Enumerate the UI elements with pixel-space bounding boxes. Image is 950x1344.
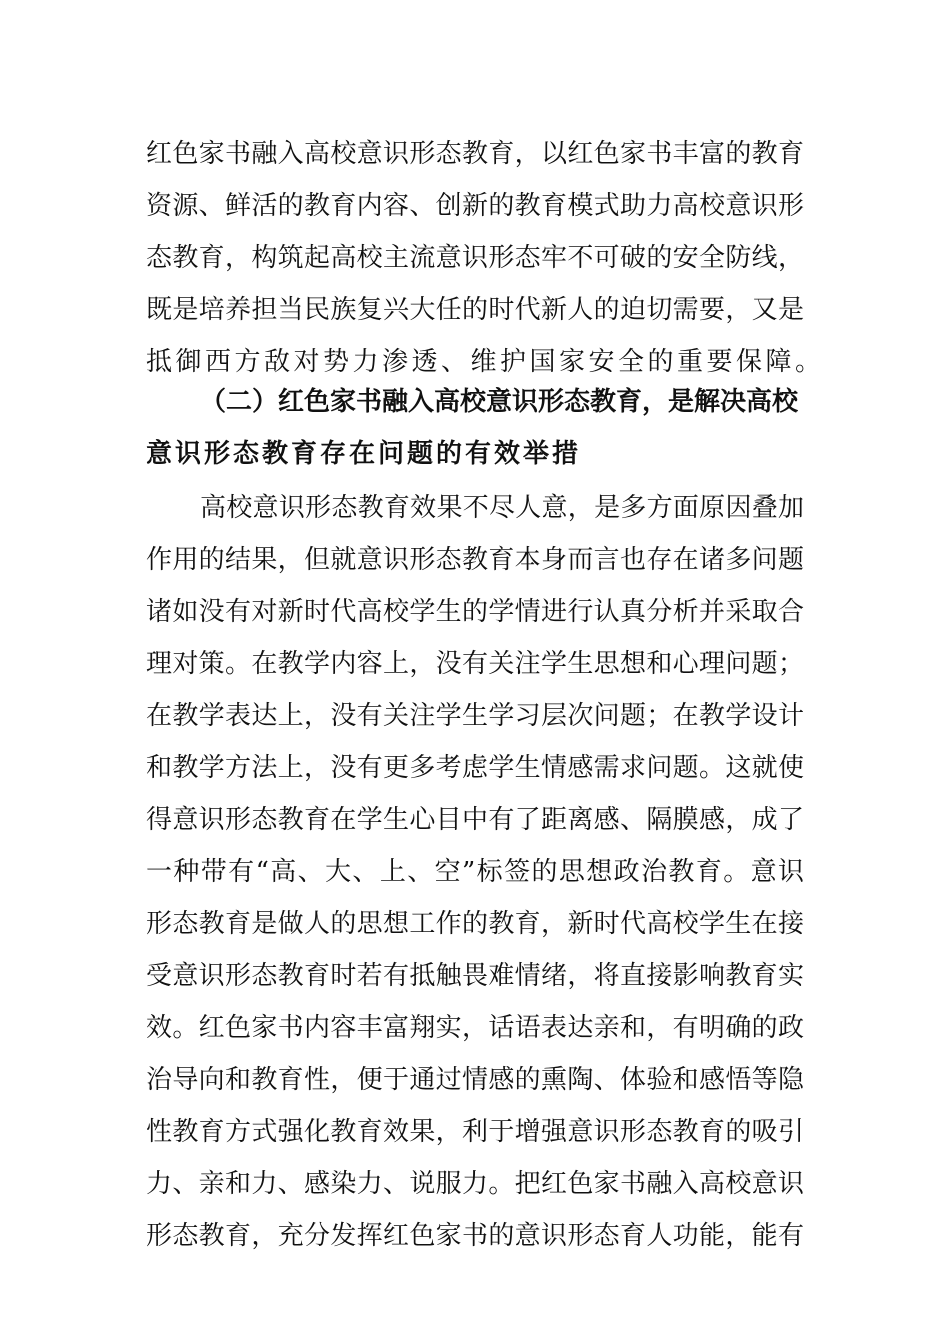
para1-line-4: 既是培养担当民族复兴大任的时代新人的迫切需要，又是 xyxy=(146,295,804,325)
para2-line-3: 诸如没有对新时代高校学生的学情进行认真分析并采取合 xyxy=(146,597,804,627)
para2-line-4: 理对策。在教学内容上，没有关注学生思想和心理问题； xyxy=(146,649,804,679)
para2-line-1: 高校意识形态教育效果不尽人意，是多方面原因叠加 xyxy=(200,493,804,523)
para2-line-14: 力、亲和力、感染力、说服力。把红色家书融入高校意识 xyxy=(146,1169,804,1199)
para1-line-1: 红色家书融入高校意识形态教育，以红色家书丰富的教育 xyxy=(146,139,804,169)
para2-line-6: 和教学方法上，没有更多考虑学生情感需求问题。这就使 xyxy=(146,753,804,783)
para2-line-7: 得意识形态教育在学生心目中有了距离感、隔膜感，成了 xyxy=(146,805,804,835)
section-heading-line-1: （二）红色家书融入高校意识形态教育，是解决高校 xyxy=(200,387,799,417)
para1-line-5: 抵御西方敌对势力渗透、维护国家安全的重要保障。 xyxy=(146,347,825,377)
para2-line-10: 受意识形态教育时若有抵触畏难情绪，将直接影响教育实 xyxy=(146,961,804,991)
para2-line-5: 在教学表达上，没有关注学生学习层次问题；在教学设计 xyxy=(146,701,804,731)
para2-line-8: 一种带有“高、大、上、空”标签的思想政治教育。意识 xyxy=(146,857,804,887)
para2-line-2: 作用的结果，但就意识形态教育本身而言也存在诸多问题 xyxy=(146,545,804,575)
para2-line-12: 治导向和教育性，便于通过情感的熏陶、体验和感悟等隐 xyxy=(146,1065,804,1095)
para1-line-2: 资源、鲜活的教育内容、创新的教育模式助力高校意识形 xyxy=(146,191,804,221)
para2-line-13: 性教育方式强化教育效果，利于增强意识形态教育的吸引 xyxy=(146,1117,804,1147)
para2-line-11: 效。红色家书内容丰富翔实，话语表达亲和，有明确的政 xyxy=(146,1013,804,1043)
para2-line-9: 形态教育是做人的思想工作的教育，新时代高校学生在接 xyxy=(146,909,804,939)
section-heading-line-2: 意识形态教育存在问题的有效举措 xyxy=(146,439,582,469)
para2-line-15: 形态教育，充分发挥红色家书的意识形态育人功能，能有 xyxy=(146,1221,804,1251)
para1-line-3: 态教育，构筑起高校主流意识形态牢不可破的安全防线， xyxy=(146,243,804,273)
